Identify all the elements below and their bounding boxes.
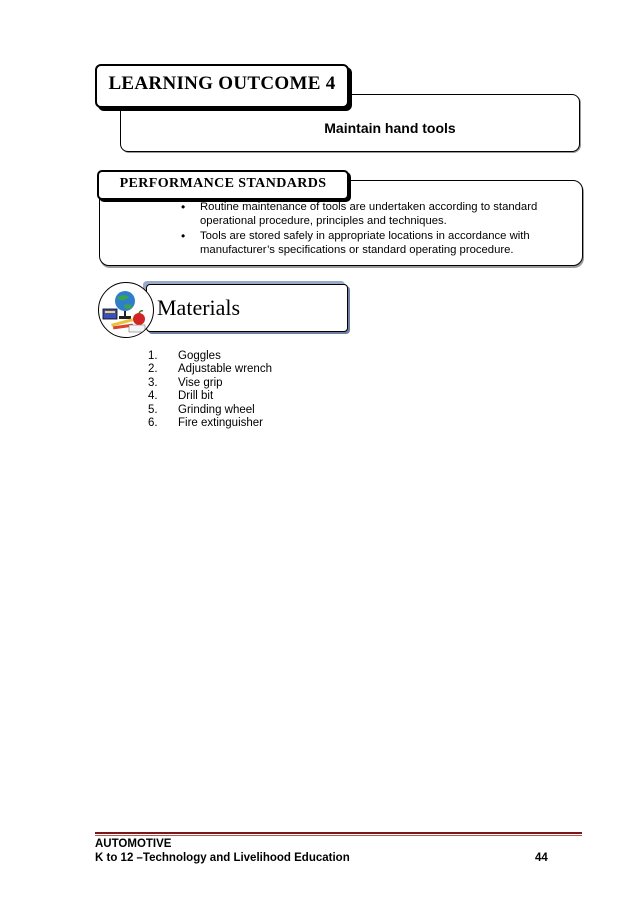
materials-title: Materials — [157, 295, 241, 320]
materials-icon — [98, 282, 154, 338]
footer-rule-thin — [95, 835, 582, 836]
learning-outcome-subtitle: Maintain hand tools — [324, 120, 456, 136]
materials-list — [148, 350, 272, 430]
materials-item-number: 2. — [148, 363, 158, 376]
performance-standard-item: • Tools are stored safely in appropriate locations in accordance with manufacturer’s specifications or standard operating procedure. — [176, 229, 556, 257]
materials-item-number: 4. — [148, 390, 158, 403]
footer-subtitle: K to 12 –Technology and Livelihood Education — [95, 852, 350, 864]
materials-list-item — [148, 390, 272, 403]
materials-list-item — [148, 377, 272, 390]
learning-outcome-title: LEARNING OUTCOME 4 — [108, 73, 336, 94]
materials-item-number: 5. — [148, 403, 158, 416]
performance-standards-title: PERFORMANCE STANDARDS — [119, 176, 327, 191]
materials-item-number: 6. — [148, 417, 158, 430]
materials-list-item — [148, 417, 272, 430]
materials-tab — [146, 284, 348, 332]
materials-item-number: 3. — [148, 376, 158, 389]
materials-item-label: Vise grip — [178, 376, 223, 389]
materials-list-item — [148, 363, 272, 376]
learning-outcome-tab — [95, 64, 349, 108]
performance-standards-list — [176, 200, 556, 258]
performance-standard-item: • Routine maintenance of tools are undertaken according to standard operational procedure, principles and techniques. — [176, 200, 556, 228]
materials-item-number: 1. — [148, 350, 158, 362]
materials-clipart — [99, 283, 153, 337]
materials-item-label: Adjustable wrench — [178, 363, 272, 376]
performance-standards-tab — [97, 170, 349, 200]
materials-item-label: Drill bit — [178, 390, 214, 403]
page-number: 44 — [535, 852, 548, 864]
footer-rule — [95, 832, 582, 834]
materials-item-label: Fire extinguisher — [178, 417, 264, 430]
materials-list-item — [148, 404, 272, 417]
materials-list-item — [148, 350, 272, 363]
footer-title: AUTOMOTIVE — [95, 838, 172, 850]
materials-item-label: Goggles — [178, 350, 221, 362]
materials-item-label: Grinding wheel — [178, 403, 255, 416]
